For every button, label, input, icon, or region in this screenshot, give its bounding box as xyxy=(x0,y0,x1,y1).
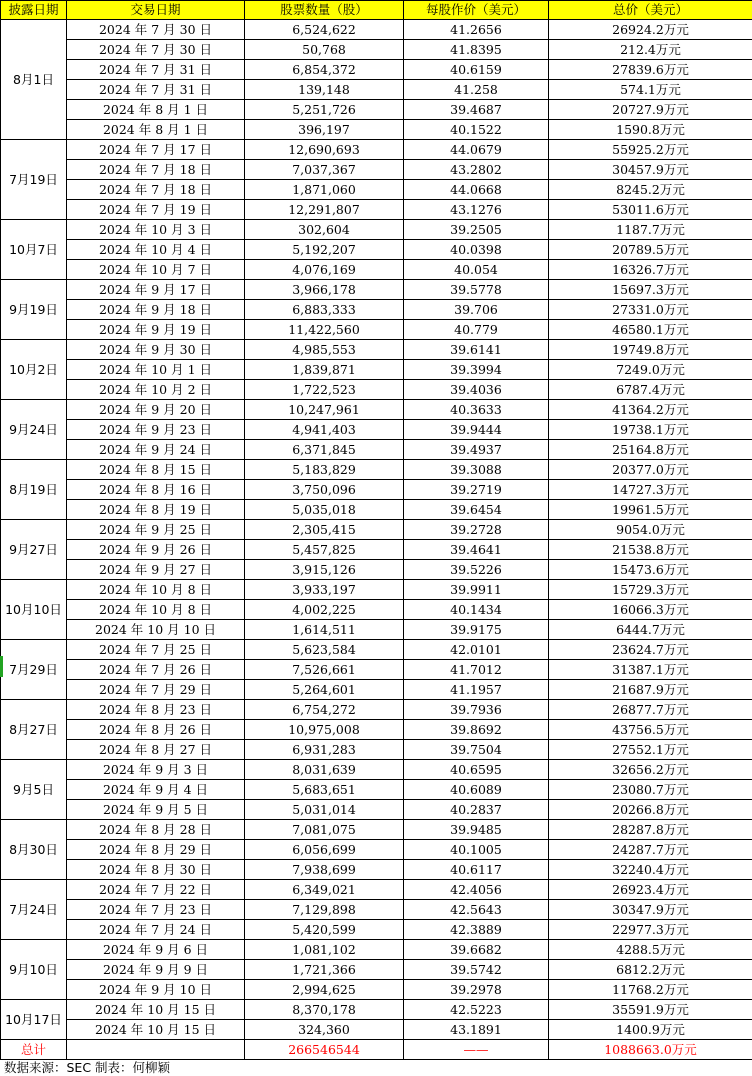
price-per-share-cell: 39.4937 xyxy=(404,440,549,460)
price-per-share-cell: 39.6454 xyxy=(404,500,549,520)
price-per-share-cell: 39.9175 xyxy=(404,620,549,640)
table-row xyxy=(1,1020,752,1040)
table-row xyxy=(1,840,752,860)
trade-date-cell: 2024 年 7 月 30 日 xyxy=(67,40,245,60)
trade-date-cell: 2024 年 9 月 25 日 xyxy=(67,520,245,540)
total-price-cell: 30347.9万元 xyxy=(549,900,752,920)
share-count-cell: 3,966,178 xyxy=(245,280,404,300)
header-share-count: 股票数量（股） xyxy=(245,1,404,20)
total-price-cell: 11768.2万元 xyxy=(549,980,752,1000)
table-row xyxy=(1,940,752,960)
total-price-cell: 19738.1万元 xyxy=(549,420,752,440)
total-price-cell: 9054.0万元 xyxy=(549,520,752,540)
share-count-cell: 7,526,661 xyxy=(245,660,404,680)
total-price-cell: 212.4万元 xyxy=(549,40,752,60)
total-price-cell: 20727.9万元 xyxy=(549,100,752,120)
price-per-share-cell: 39.9911 xyxy=(404,580,549,600)
total-price-cell: 19749.8万元 xyxy=(549,340,752,360)
table-row xyxy=(1,100,752,120)
trade-date-cell: 2024 年 8 月 19 日 xyxy=(67,500,245,520)
share-count-cell: 3,933,197 xyxy=(245,580,404,600)
table-row xyxy=(1,700,752,720)
price-per-share-cell: 40.6117 xyxy=(404,860,549,880)
table-row xyxy=(1,900,752,920)
share-count-cell: 5,035,018 xyxy=(245,500,404,520)
trade-date-cell: 2024 年 10 月 1 日 xyxy=(67,360,245,380)
share-count-cell: 302,604 xyxy=(245,220,404,240)
table-row xyxy=(1,740,752,760)
table-row xyxy=(1,340,752,360)
trade-date-cell: 2024 年 10 月 7 日 xyxy=(67,260,245,280)
share-count-cell: 1,614,511 xyxy=(245,620,404,640)
price-per-share-cell: 39.7936 xyxy=(404,700,549,720)
trade-date-cell: 2024 年 10 月 15 日 xyxy=(67,1000,245,1020)
share-count-cell: 4,985,553 xyxy=(245,340,404,360)
table-row xyxy=(1,320,752,340)
trade-date-cell: 2024 年 10 月 10 日 xyxy=(67,620,245,640)
price-per-share-cell: 41.8395 xyxy=(404,40,549,60)
price-per-share-cell: 39.2505 xyxy=(404,220,549,240)
trade-date-cell: 2024 年 9 月 19 日 xyxy=(67,320,245,340)
table-row xyxy=(1,980,752,1000)
total-price-cell: 4288.5万元 xyxy=(549,940,752,960)
price-per-share-cell: 39.9485 xyxy=(404,820,549,840)
table-body xyxy=(1,20,752,1040)
trade-date-cell: 2024 年 8 月 1 日 xyxy=(67,120,245,140)
total-price-cell: 21538.8万元 xyxy=(549,540,752,560)
share-count-cell: 10,975,008 xyxy=(245,720,404,740)
disclosure-date-cell: 9月24日 xyxy=(1,400,67,460)
share-count-cell: 6,371,845 xyxy=(245,440,404,460)
trade-date-cell: 2024 年 9 月 9 日 xyxy=(67,960,245,980)
price-per-share-cell: 44.0679 xyxy=(404,140,549,160)
price-per-share-cell: 40.6595 xyxy=(404,760,549,780)
price-per-share-cell: 40.0398 xyxy=(404,240,549,260)
trade-date-cell: 2024 年 8 月 28 日 xyxy=(67,820,245,840)
header-row xyxy=(1,1,752,20)
price-per-share-cell: 40.1522 xyxy=(404,120,549,140)
price-per-share-cell: 39.2978 xyxy=(404,980,549,1000)
price-per-share-cell: 42.0101 xyxy=(404,640,549,660)
table-row xyxy=(1,580,752,600)
table-row xyxy=(1,160,752,180)
total-price-cell: 41364.2万元 xyxy=(549,400,752,420)
table-row xyxy=(1,620,752,640)
table-row xyxy=(1,1000,752,1020)
trade-date-cell: 2024 年 7 月 22 日 xyxy=(67,880,245,900)
table-row xyxy=(1,820,752,840)
trade-date-cell: 2024 年 7 月 26 日 xyxy=(67,660,245,680)
price-per-share-cell: 39.706 xyxy=(404,300,549,320)
price-per-share-cell: 40.6089 xyxy=(404,780,549,800)
total-price-cell: 1400.9万元 xyxy=(549,1020,752,1040)
disclosure-date-cell: 8月19日 xyxy=(1,460,67,520)
price-per-share-cell: 39.2719 xyxy=(404,480,549,500)
trade-date-cell: 2024 年 7 月 25 日 xyxy=(67,640,245,660)
share-count-cell: 7,129,898 xyxy=(245,900,404,920)
share-count-cell: 3,915,126 xyxy=(245,560,404,580)
table-row xyxy=(1,800,752,820)
trade-date-cell: 2024 年 8 月 1 日 xyxy=(67,100,245,120)
disclosure-date-cell: 8月1日 xyxy=(1,20,67,140)
trade-date-cell: 2024 年 8 月 15 日 xyxy=(67,460,245,480)
share-count-cell: 8,031,639 xyxy=(245,760,404,780)
share-count-cell: 1,839,871 xyxy=(245,360,404,380)
price-per-share-cell: 41.1957 xyxy=(404,680,549,700)
total-price-cell: 8245.2万元 xyxy=(549,180,752,200)
total-price-cell: 46580.1万元 xyxy=(549,320,752,340)
table-row xyxy=(1,540,752,560)
disclosure-date-cell: 9月5日 xyxy=(1,760,67,820)
total-price-cell: 20266.8万元 xyxy=(549,800,752,820)
trade-date-cell: 2024 年 10 月 3 日 xyxy=(67,220,245,240)
disclosure-date-cell: 10月7日 xyxy=(1,220,67,280)
total-price-cell: 32240.4万元 xyxy=(549,860,752,880)
table-row xyxy=(1,380,752,400)
trade-date-cell: 2024 年 7 月 29 日 xyxy=(67,680,245,700)
source-footer: 数据来源：SEC 制表：何柳颖 xyxy=(4,1060,171,1075)
trade-date-cell: 2024 年 7 月 19 日 xyxy=(67,200,245,220)
disclosure-date-cell: 10月2日 xyxy=(1,340,67,400)
price-per-share-cell: 44.0668 xyxy=(404,180,549,200)
total-price-cell: 24287.7万元 xyxy=(549,840,752,860)
price-per-share-cell: 39.3088 xyxy=(404,460,549,480)
total-price-cell: 22977.3万元 xyxy=(549,920,752,940)
trade-date-cell: 2024 年 7 月 31 日 xyxy=(67,80,245,100)
trade-date-cell: 2024 年 10 月 2 日 xyxy=(67,380,245,400)
share-count-cell: 5,031,014 xyxy=(245,800,404,820)
table-row xyxy=(1,760,752,780)
table-row xyxy=(1,20,752,40)
price-per-share-cell: 39.5226 xyxy=(404,560,549,580)
table-row xyxy=(1,680,752,700)
price-per-share-cell: 41.2656 xyxy=(404,20,549,40)
table-row xyxy=(1,300,752,320)
trade-date-cell: 2024 年 9 月 30 日 xyxy=(67,340,245,360)
disclosure-date-cell: 9月10日 xyxy=(1,940,67,1000)
total-price-cell: 7249.0万元 xyxy=(549,360,752,380)
share-count-cell: 8,370,178 xyxy=(245,1000,404,1020)
price-per-share-cell: 42.3889 xyxy=(404,920,549,940)
trade-date-cell: 2024 年 10 月 8 日 xyxy=(67,600,245,620)
share-count-cell: 4,002,225 xyxy=(245,600,404,620)
price-per-share-cell: 39.4687 xyxy=(404,100,549,120)
price-per-share-cell: 39.8692 xyxy=(404,720,549,740)
price-per-share-cell: 42.5223 xyxy=(404,1000,549,1020)
table-row xyxy=(1,520,752,540)
share-count-cell: 2,994,625 xyxy=(245,980,404,1000)
trade-date-cell: 2024 年 10 月 8 日 xyxy=(67,580,245,600)
table-row xyxy=(1,280,752,300)
table-row xyxy=(1,200,752,220)
price-per-share-cell: 39.5742 xyxy=(404,960,549,980)
total-price-cell: 6812.2万元 xyxy=(549,960,752,980)
share-count-cell: 4,076,169 xyxy=(245,260,404,280)
table-row xyxy=(1,960,752,980)
table-row xyxy=(1,360,752,380)
disclosure-date-cell: 7月29日 xyxy=(1,640,67,700)
trade-date-cell: 2024 年 8 月 27 日 xyxy=(67,740,245,760)
share-count-cell: 396,197 xyxy=(245,120,404,140)
share-count-cell: 5,457,825 xyxy=(245,540,404,560)
trade-date-cell: 2024 年 9 月 4 日 xyxy=(67,780,245,800)
table-row xyxy=(1,720,752,740)
table-row xyxy=(1,660,752,680)
total-price-cell: 27552.1万元 xyxy=(549,740,752,760)
trade-date-cell: 2024 年 10 月 4 日 xyxy=(67,240,245,260)
trade-date-cell: 2024 年 9 月 20 日 xyxy=(67,400,245,420)
header-total-price: 总价（美元） xyxy=(549,1,752,20)
total-price-cell: 21687.9万元 xyxy=(549,680,752,700)
share-count-cell: 11,422,560 xyxy=(245,320,404,340)
table-row xyxy=(1,400,752,420)
trade-date-cell: 2024 年 7 月 31 日 xyxy=(67,60,245,80)
trade-date-cell: 2024 年 9 月 23 日 xyxy=(67,420,245,440)
total-price-cell: 23080.7万元 xyxy=(549,780,752,800)
price-per-share-cell: 40.2837 xyxy=(404,800,549,820)
table-row xyxy=(1,260,752,280)
price-per-share-cell: 40.1005 xyxy=(404,840,549,860)
share-count-cell: 7,081,075 xyxy=(245,820,404,840)
trade-date-cell: 2024 年 9 月 18 日 xyxy=(67,300,245,320)
disclosure-date-cell: 10月17日 xyxy=(1,1000,67,1040)
total-row xyxy=(1,1040,752,1060)
share-count-cell: 5,192,207 xyxy=(245,240,404,260)
price-per-share-cell: 39.6682 xyxy=(404,940,549,960)
header-disclosure-date: 披露日期 xyxy=(1,1,67,20)
disclosure-date-cell: 8月30日 xyxy=(1,820,67,880)
trade-date-cell: 2024 年 8 月 23 日 xyxy=(67,700,245,720)
share-count-cell: 139,148 xyxy=(245,80,404,100)
total-price-cell: 15729.3万元 xyxy=(549,580,752,600)
disclosure-date-cell: 7月19日 xyxy=(1,140,67,220)
share-count-cell: 6,524,622 xyxy=(245,20,404,40)
total-price-cell: 6444.7万元 xyxy=(549,620,752,640)
price-per-share-cell: 39.5778 xyxy=(404,280,549,300)
table-row xyxy=(1,40,752,60)
share-count-cell: 1,081,102 xyxy=(245,940,404,960)
total-price-cell: 53011.6万元 xyxy=(549,200,752,220)
table-row xyxy=(1,180,752,200)
total-price-cell: 15697.3万元 xyxy=(549,280,752,300)
price-per-share-cell: 39.3994 xyxy=(404,360,549,380)
share-count-cell: 4,941,403 xyxy=(245,420,404,440)
trade-date-cell: 2024 年 7 月 30 日 xyxy=(67,20,245,40)
total-price-cell: 1187.7万元 xyxy=(549,220,752,240)
total-price-cell: 55925.2万元 xyxy=(549,140,752,160)
table-row xyxy=(1,560,752,580)
table-row xyxy=(1,640,752,660)
trade-date-cell: 2024 年 9 月 5 日 xyxy=(67,800,245,820)
share-count-cell: 5,183,829 xyxy=(245,460,404,480)
price-per-share-cell: 40.054 xyxy=(404,260,549,280)
price-per-share-cell: 39.6141 xyxy=(404,340,549,360)
trade-date-cell: 2024 年 9 月 24 日 xyxy=(67,440,245,460)
share-count-cell: 7,037,367 xyxy=(245,160,404,180)
total-price-cell: 30457.9万元 xyxy=(549,160,752,180)
total-price-cell: 43756.5万元 xyxy=(549,720,752,740)
share-count-cell: 6,754,272 xyxy=(245,700,404,720)
total-price-cell: 35591.9万元 xyxy=(549,1000,752,1020)
total-label: 总计 xyxy=(1,1040,67,1060)
price-per-share-cell: 42.5643 xyxy=(404,900,549,920)
disclosure-date-cell: 7月24日 xyxy=(1,880,67,940)
share-count-cell: 6,349,021 xyxy=(245,880,404,900)
total-price-cell: 23624.7万元 xyxy=(549,640,752,660)
total-price-cell: 27839.6万元 xyxy=(549,60,752,80)
price-per-share-cell: 43.1276 xyxy=(404,200,549,220)
total-price-cell: 15473.6万元 xyxy=(549,560,752,580)
share-count-cell: 10,247,961 xyxy=(245,400,404,420)
total-price-cell: 1590.8万元 xyxy=(549,120,752,140)
trade-date-cell: 2024 年 9 月 6 日 xyxy=(67,940,245,960)
trade-date-cell: 2024 年 9 月 10 日 xyxy=(67,980,245,1000)
total-shares: 266546544 xyxy=(245,1040,404,1060)
total-price-cell: 26923.4万元 xyxy=(549,880,752,900)
trade-date-cell: 2024 年 8 月 30 日 xyxy=(67,860,245,880)
trade-date-cell: 2024 年 7 月 23 日 xyxy=(67,900,245,920)
table-row xyxy=(1,600,752,620)
share-count-cell: 5,683,651 xyxy=(245,780,404,800)
table-row xyxy=(1,500,752,520)
share-count-cell: 5,251,726 xyxy=(245,100,404,120)
trade-date-cell: 2024 年 9 月 3 日 xyxy=(67,760,245,780)
table-row xyxy=(1,440,752,460)
trade-date-cell: 2024 年 7 月 24 日 xyxy=(67,920,245,940)
trade-date-cell: 2024 年 7 月 18 日 xyxy=(67,160,245,180)
total-price-cell: 16326.7万元 xyxy=(549,260,752,280)
price-per-share-cell: 39.2728 xyxy=(404,520,549,540)
table-row xyxy=(1,80,752,100)
table-row xyxy=(1,920,752,940)
price-per-share-cell: 41.258 xyxy=(404,80,549,100)
total-price-cell: 20377.0万元 xyxy=(549,460,752,480)
trade-date-cell: 2024 年 7 月 18 日 xyxy=(67,180,245,200)
table-row xyxy=(1,140,752,160)
trade-date-cell: 2024 年 9 月 26 日 xyxy=(67,540,245,560)
disclosure-date-cell: 9月19日 xyxy=(1,280,67,340)
table-row xyxy=(1,860,752,880)
table-row xyxy=(1,220,752,240)
price-per-share-cell: 43.1891 xyxy=(404,1020,549,1040)
header-price-per-share: 每股作价（美元） xyxy=(404,1,549,20)
table-row xyxy=(1,240,752,260)
trade-date-cell: 2024 年 8 月 26 日 xyxy=(67,720,245,740)
share-count-cell: 5,420,599 xyxy=(245,920,404,940)
share-count-cell: 1,721,366 xyxy=(245,960,404,980)
share-count-cell: 1,722,523 xyxy=(245,380,404,400)
table-row xyxy=(1,60,752,80)
disclosure-date-cell: 8月27日 xyxy=(1,700,67,760)
share-count-cell: 1,871,060 xyxy=(245,180,404,200)
disclosure-date-cell: 9月27日 xyxy=(1,520,67,580)
total-price-cell: 14727.3万元 xyxy=(549,480,752,500)
total-empty-cell xyxy=(67,1040,245,1060)
row-marker xyxy=(0,656,3,677)
share-count-cell: 324,360 xyxy=(245,1020,404,1040)
table-row xyxy=(1,120,752,140)
trade-date-cell: 2024 年 8 月 29 日 xyxy=(67,840,245,860)
trade-date-cell: 2024 年 7 月 17 日 xyxy=(67,140,245,160)
total-price-cell: 20789.5万元 xyxy=(549,240,752,260)
share-count-cell: 12,690,693 xyxy=(245,140,404,160)
share-count-cell: 6,931,283 xyxy=(245,740,404,760)
table-row xyxy=(1,420,752,440)
total-price: —— xyxy=(404,1040,549,1060)
disclosure-date-cell: 10月10日 xyxy=(1,580,67,640)
share-count-cell: 5,623,584 xyxy=(245,640,404,660)
price-per-share-cell: 39.9444 xyxy=(404,420,549,440)
total-price-cell: 27331.0万元 xyxy=(549,300,752,320)
total-price-cell: 19961.5万元 xyxy=(549,500,752,520)
trade-date-cell: 2024 年 8 月 16 日 xyxy=(67,480,245,500)
trade-date-cell: 2024 年 9 月 27 日 xyxy=(67,560,245,580)
share-count-cell: 2,305,415 xyxy=(245,520,404,540)
total-price-cell: 31387.1万元 xyxy=(549,660,752,680)
price-per-share-cell: 39.4036 xyxy=(404,380,549,400)
price-per-share-cell: 40.6159 xyxy=(404,60,549,80)
total-price-cell: 25164.8万元 xyxy=(549,440,752,460)
share-count-cell: 6,854,372 xyxy=(245,60,404,80)
share-count-cell: 5,264,601 xyxy=(245,680,404,700)
total-price-cell: 16066.3万元 xyxy=(549,600,752,620)
trade-date-cell: 2024 年 9 月 17 日 xyxy=(67,280,245,300)
price-per-share-cell: 40.3633 xyxy=(404,400,549,420)
price-per-share-cell: 39.7504 xyxy=(404,740,549,760)
price-per-share-cell: 39.4641 xyxy=(404,540,549,560)
price-per-share-cell: 40.1434 xyxy=(404,600,549,620)
share-count-cell: 6,883,333 xyxy=(245,300,404,320)
total-price-cell: 32656.2万元 xyxy=(549,760,752,780)
total-price-cell: 26877.7万元 xyxy=(549,700,752,720)
share-count-cell: 7,938,699 xyxy=(245,860,404,880)
price-per-share-cell: 40.779 xyxy=(404,320,549,340)
total-price-cell: 26924.2万元 xyxy=(549,20,752,40)
price-per-share-cell: 43.2802 xyxy=(404,160,549,180)
total-price-cell: 574.1万元 xyxy=(549,80,752,100)
table-row xyxy=(1,480,752,500)
table-row xyxy=(1,880,752,900)
trade-date-cell: 2024 年 10 月 15 日 xyxy=(67,1020,245,1040)
header-trade-date: 交易日期 xyxy=(67,1,245,20)
total-amount: 1088663.0万元 xyxy=(549,1040,752,1060)
price-per-share-cell: 41.7012 xyxy=(404,660,549,680)
price-per-share-cell: 42.4056 xyxy=(404,880,549,900)
share-count-cell: 50,768 xyxy=(245,40,404,60)
share-count-cell: 12,291,807 xyxy=(245,200,404,220)
total-price-cell: 6787.4万元 xyxy=(549,380,752,400)
table-row xyxy=(1,780,752,800)
table-row xyxy=(1,460,752,480)
share-count-cell: 6,056,699 xyxy=(245,840,404,860)
total-price-cell: 28287.8万元 xyxy=(549,820,752,840)
share-count-cell: 3,750,096 xyxy=(245,480,404,500)
